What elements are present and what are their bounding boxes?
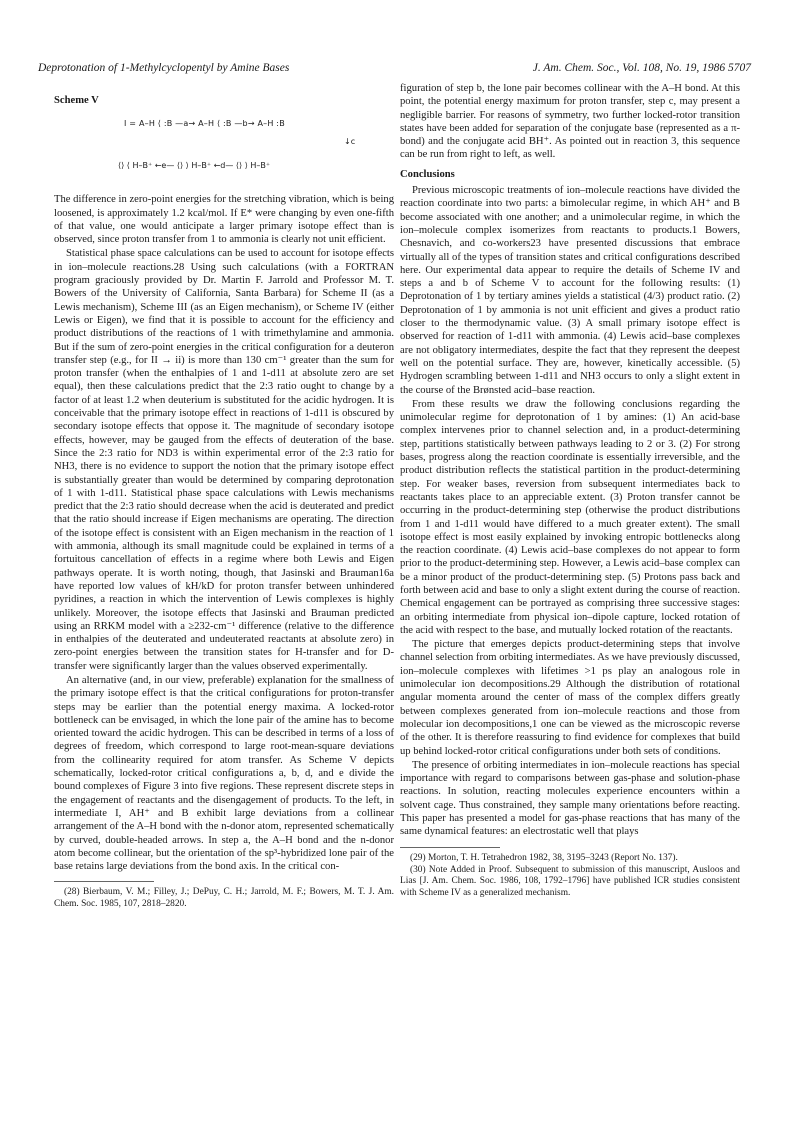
left-column — [54, 94, 394, 911]
paragraph: The picture that emerges depicts product-determining steps that involve channel selection from orbiting intermediates. As we have previously discussed, ion–molecule complexes with lifetimes >1 ps play an analogous role in unimolecular ion decompositions.29 Although the distribution of rotational angular momenta around the center of mass of the complex differs greatly between complexes generated from ion–molecule reactions and those from molecular ion decompositions,1 one can be viewed as the microscopic reverse of the other. It is therefore reassuring to find evidence for complexes that build up behind locked-rotor critical configurations under both sets of conditions. — [400, 639, 740, 757]
footnote-divider — [400, 847, 500, 848]
footnote: (29) Morton, T. H. Tetrahedron 1982, 38, 3195–3243 (Report No. 137). — [410, 852, 678, 863]
journal-citation: J. Am. Chem. Soc., Vol. 108, No. 19, 1986 5707 — [532, 62, 751, 74]
footnote-divider — [54, 881, 154, 882]
paragraph: The difference in zero-point energies for the stretching vibration, which is being loosened, is approximately 1.2 kcal/mol. If E* were changing by even one-fifth of that value, one would anticipate a larger primary isotope effect than is observed, since proton transfer from 1 to ammonia is clearly not unit efficient. — [54, 194, 394, 246]
running-title: Deprotonation of 1-Methylcyclopentyl by Amine Bases — [38, 62, 290, 74]
footnote: (30) Note Added in Proof. Subsequent to submission of this manuscript, Ausloos and Lias [J. Am. Chem. Soc. 1986, 108, 1792–1796] have published ICR studies consistent with Scheme IV as a generalized mechanism. — [400, 865, 740, 898]
scheme-diagram — [54, 111, 394, 191]
scheme-title: Scheme V — [54, 95, 99, 106]
paragraph: figuration of step b, the lone pair becomes collinear with the A–H bond. At this point, the potential energy maximum for proton transfer, step c, may present a negligible barrier. For reasons of symmetry, two further locked-rotor transition states have been added for separation of the conjugate base (represented as a π-bond) and the conjugate acid BH⁺. As pointed out in reaction 3, this sequence can be run from right to left, as well. — [400, 83, 740, 161]
footnotes-left — [54, 887, 394, 910]
scheme-row-bottom: ⟨⟩ ⟨ H–B⁺ ←e— ⟨⟩ ⟩ H–B⁺ ←d— ⟨⟩ ⟩ H–B⁺ — [118, 161, 271, 171]
scheme-step-c: ↓c — [344, 137, 356, 147]
paragraph: From these results we draw the following conclusions regarding the unimolecular regime for deprotonation of 1 by amines: (1) An acid-base complex intervenes prior to channel selection and, in a product-determining step, partitions statistically between pathways leading to 2 or 3. (2) For strong bases, progress along the reaction coordinate is essentially irreversible, and the product distribution reflects the statistical partition in the product-determining step. For weaker bases, reversion from subsequent intermediates back to reactants takes place to an appreciable extent. (3) Proton transfer cannot be occurring in the product-determining step (otherwise the product distributions from 1 and 1-d11 would have differed to a much greater extent). The small isotope effect is most easily explained by invoking entropic bottlenecks along the reaction coordinate. (4) Lewis acid–base complexes do not appear to form prior to the product-determining step. However, a Lewis acid–base complex can be a minor product of the product-determining step. (5) Protons pass back and forth between acid and base to only a slight extent during the course of reaction. Chemical engagement can be portrayed as comprising three successive stages: an orbiting intermediate from physical ion–dipole capture, locked rotation of the acid with respect to the base, and mutually locked rotation of the reactants. — [400, 398, 740, 636]
paragraph: The presence of orbiting intermediates in ion–molecule reactions has special importance with regard to comparisons between gas-phase and solution-phase reactions. In solution, reacting molecules experience encounters within a solvent cage. Thus constrained, they sample many orientations before reacting. This paper has presented a model for gas-phase reactions that has many of the same dynamical features: an electrostatic well that plays — [400, 759, 740, 838]
footnote: (28) Bierbaum, V. M.; Filley, J.; DePuy, C. H.; Jarrold, M. F.; Bowers, M. T. J. Am. Chem. Soc. 1985, 107, 2818–2820. — [54, 887, 394, 909]
paragraph: Statistical phase space calculations can be used to account for isotope effects in ion–molecule reactions.28 Using such calculations (with a FORTRAN program graciously provided by Dr. Martin F. Jarrold and Professor M. T. Bowers of the University of California, Santa Barbara) for Scheme II (as a Lewis mechanism), Scheme III (as an Eigen mechanism), or Scheme IV (either Lewis or Eigen), we find that it is possible to account for the efficiency and product distributions of the reactions of 1 with trimethylamine and ammonia. But if the sum of zero-point energies in the critical configuration for a deuteron transfer step (e.g., for II → ii) is more than 130 cm⁻¹ greater than the sum for proton transfer (when the enthalpies of 1 and 1-d11 at absolute zero are set equal), then these calculations predict that the 2:3 ratio ought to change by a factor of at least 1.2 when deuterium is substituted for the acidic hydrogen. It is conceivable that the primary isotope effect in reactions of 1-d11 is obscured by secondary isotope effects that oppose it. The magnitude of secondary isotope effects, however, may be gauged from the effects of deuteration of the base. Since the 2:3 ratio for ND3 is within experimental error of the 2:3 ratio for NH3, there is no evidence to support the notion that the primary isotope effect is substantially greater than would be determined by comparing deprotonation of 1 with 1-d11. Statistical phase space calculations with Lewis mechanisms predict that the 2:3 ratio should decrease when the acid is deuterated and predict that the ratio should increase if Eigen mechanisms are operating. The direction of the isotope effect is consistent with an Eigen mechanism in the reaction of 1 with ammonia, although its small magnitude could be explained in terms of a fortuitous cancellation of effects in a regime where both Lewis and Eigen pathways operate. It is worth noting, though, that Jasinski and Brauman16a have reported low values of kH/kD for proton transfer between unhindered pyridines, a reaction in which the intervention of Lewis complexes is highly unlikely. Moreover, the isotope effects that Jasinski and Brauman predicted using an RRKM model with a ≥232-cm⁻¹ difference (relative to the difference in enthalpies of the deuterated and undeuterated reactants at absolute zero) in zero-point energies between the transition states for H-transfer and for D-transfer were significantly larger than the values observed experimentally. — [54, 248, 394, 672]
paragraph: An alternative (and, in our view, preferable) explanation for the smallness of the primary isotope effect is that the critical configurations for proton-transfer steps may be earlier than the potential energy maxima. A locked-rotor bottleneck can be envisaged, in which the lone pair of the amine has to become oriented toward the acidic hydrogen. This can be described in terms of a loss of degrees of freedom, which correspond to large root-mean-square deviations from the collinearity required for atom transfer. As Scheme V depicts schematically, locked-rotor critical configurations a, b, d, and e divide the bound complexes of Figure 3 into five regions. These represent discrete steps in the engagement of reactants and the disengagement of products. To the left, in intermediate I, AH⁺ and B exhibit large deviations from a collinear arrangement of the A–H bond with the n-donor atom, represented schematically by curved, double-headed arrows. In step a, the A–H bond and the n-donor atom become collinear, but the orientation of the sp³-hybridized lone pair of the base retains large deviations from the bond axis. In the critical con- — [54, 674, 394, 873]
paragraph: Previous microscopic treatments of ion–molecule reactions have divided the reaction coordinate into two parts: a bimolecular regime, in which AH⁺ and B become associated with one another; and a unimolecular regime, in which the ion–molecule complex isomerizes from reactants to products.1 Bowers, Chesnavich, and co-workers23 have presented discussions that embrace virtually all of the types of transition states and critical configurations described here. Our experimental data appear to require the details of Scheme IV and steps a and b of Scheme V to account for the following results: (1) Deprotonation of 1 by tertiary amines yields a statistical (4/3) product ratio. (2) Deprotonation of 1 by ammonia is not unit efficient and gives a product ratio closer to the thermodynamic value. (3) A small primary isotope effect is observed for reaction of 1-d11 with ammonia. (4) Lewis acid–base complexes are not obligatory intermediates, despite the fact that they represent the deepest well on the potential surface. They are, however, kinetically accessible. (5) Hydrogen scrambling between 1-d11 and NH3 occurs to only a slight extent in the course of the Brønsted acid–base reaction. — [400, 185, 740, 396]
right-column — [400, 82, 740, 900]
section-heading: Conclusions — [400, 168, 455, 180]
scheme-row-top: I = A–H ⟨ :B —a→ A–H ⟨ :B —b→ A–H :B — [124, 119, 285, 129]
footnotes-right — [400, 853, 740, 900]
